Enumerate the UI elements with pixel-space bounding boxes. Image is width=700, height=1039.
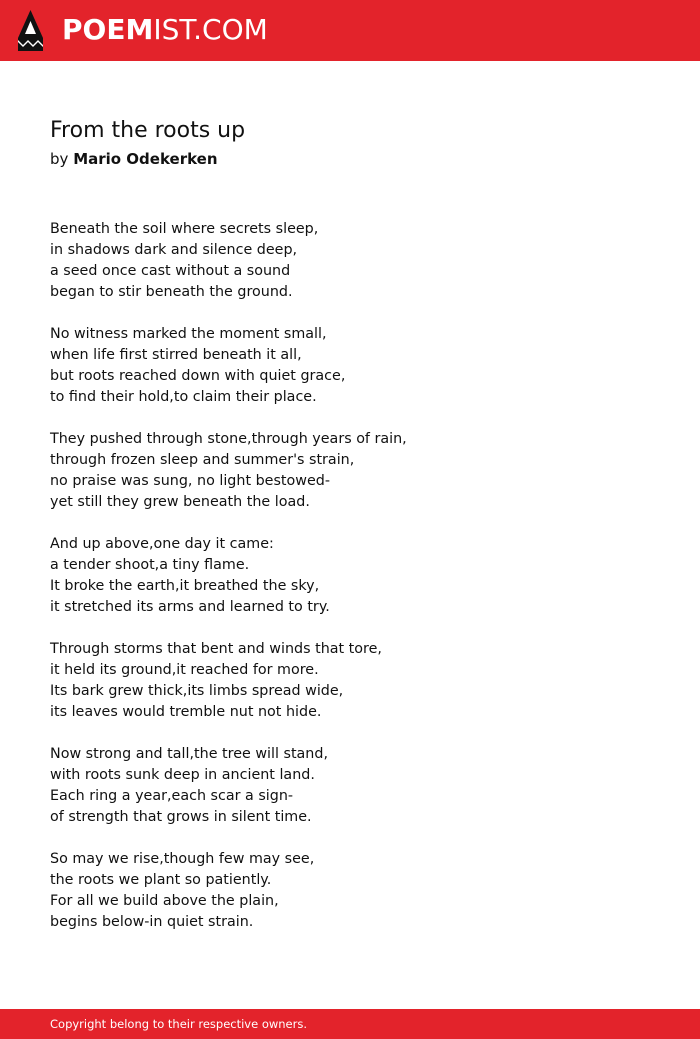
poem-line: the roots we plant so patiently. bbox=[50, 872, 272, 888]
stanza bbox=[50, 534, 650, 618]
stanza bbox=[50, 744, 650, 828]
poem-line: its leaves would tremble nut not hide. bbox=[50, 704, 322, 720]
poem-line: Through storms that bent and winds that tore, bbox=[50, 641, 382, 657]
poem-line: with roots sunk deep in ancient land. bbox=[50, 767, 315, 783]
poem-line: So may we rise,though few may see, bbox=[50, 851, 315, 867]
poem-line: yet still they grew beneath the load. bbox=[50, 494, 310, 510]
stanza bbox=[50, 219, 650, 303]
poem-line: Now strong and tall,the tree will stand, bbox=[50, 746, 328, 762]
poem-line: when life first stirred beneath it all, bbox=[50, 347, 302, 363]
poem-line: Beneath the soil where secrets sleep, bbox=[50, 221, 319, 237]
poem-line: And up above,one day it came: bbox=[50, 536, 274, 552]
poem-line: They pushed through stone,through years of rain, bbox=[50, 431, 407, 447]
logo-bold-text: POEM bbox=[62, 13, 154, 46]
site-header bbox=[0, 0, 700, 61]
poem-line: no praise was sung, no light bestowed- bbox=[50, 473, 330, 489]
poem-line: but roots reached down with quiet grace, bbox=[50, 368, 346, 384]
poem-line: For all we build above the plain, bbox=[50, 893, 279, 909]
poem-line: It broke the earth,it breathed the sky, bbox=[50, 578, 320, 594]
poem-line: in shadows dark and silence deep, bbox=[50, 242, 298, 258]
poem-line: of strength that grows in silent time. bbox=[50, 809, 312, 825]
poem-line: to find their hold,to claim their place. bbox=[50, 389, 317, 405]
poem-line: a seed once cast without a sound bbox=[50, 263, 291, 279]
poem-author: Mario Odekerken bbox=[73, 150, 218, 168]
poem-line: it held its ground,it reached for more. bbox=[50, 662, 319, 678]
poem-line: it stretched its arms and learned to try. bbox=[50, 599, 330, 615]
logo-light-text: IST.COM bbox=[153, 13, 268, 46]
poem-byline bbox=[50, 149, 218, 169]
poem-line: a tender shoot,a tiny flame. bbox=[50, 557, 250, 573]
poem-line: begins below-in quiet strain. bbox=[50, 914, 254, 930]
poem-line: No witness marked the moment small, bbox=[50, 326, 327, 342]
poem-line: began to stir beneath the ground. bbox=[50, 284, 293, 300]
site-footer bbox=[0, 1009, 700, 1039]
poem-line: Its bark grew thick,its limbs spread wide, bbox=[50, 683, 344, 699]
stanza bbox=[50, 849, 650, 933]
stanza bbox=[50, 324, 650, 408]
poem-body bbox=[50, 219, 650, 954]
stanza bbox=[50, 639, 650, 723]
site-logo[interactable] bbox=[62, 13, 268, 47]
stanza bbox=[50, 429, 650, 513]
poem-title: From the roots up bbox=[50, 118, 246, 143]
copyright-text: Copyright belong to their respective owners. bbox=[50, 1017, 308, 1031]
byline-prefix: by bbox=[50, 150, 69, 168]
poem-line: Each ring a year,each scar a sign- bbox=[50, 788, 294, 804]
poem-line: through frozen sleep and summer's strain, bbox=[50, 452, 355, 468]
pencil-tip-icon[interactable] bbox=[18, 10, 43, 51]
